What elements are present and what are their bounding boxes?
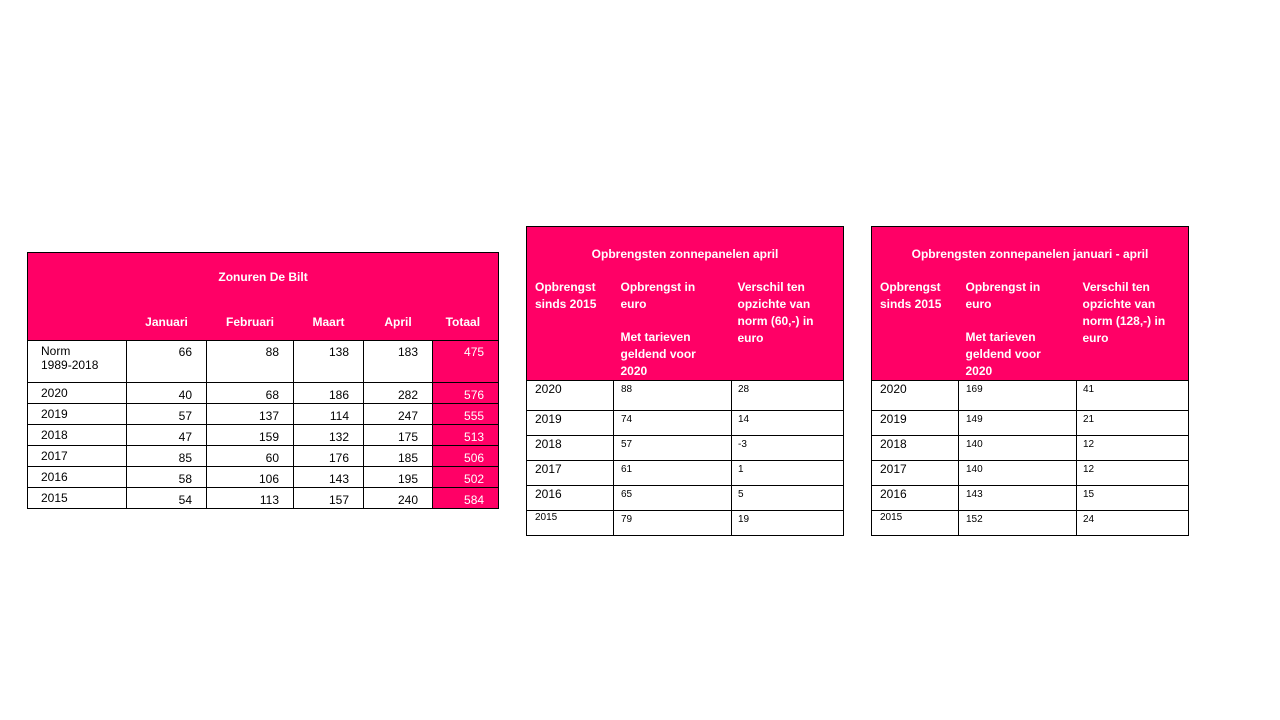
opbrengsten-april-table	[526, 226, 844, 536]
cell-value: 85	[127, 446, 207, 467]
table-row	[28, 488, 499, 509]
cell-value: 61	[614, 460, 732, 485]
row-label-year: 2019	[527, 410, 614, 435]
col-header-januari: Januari	[145, 315, 188, 330]
cell-value: 60	[207, 446, 294, 467]
cell-value: 157	[294, 488, 364, 509]
col-header-maart: Maart	[312, 315, 345, 330]
col-header-april: April	[384, 315, 412, 330]
table-row	[872, 485, 1189, 510]
table-row	[872, 380, 1189, 410]
cell-diff: 1	[732, 460, 844, 485]
row-label-year: 2020	[28, 383, 127, 404]
col-header-opbrengst-sinds: Opbrengst sinds 2015	[880, 279, 942, 311]
cell-value: 74	[614, 410, 732, 435]
table-row	[527, 510, 844, 535]
table-row	[527, 410, 844, 435]
table-row	[527, 435, 844, 460]
opbrengsten-jan-apr-table	[871, 226, 1189, 536]
row-label-year: 2016	[872, 485, 959, 510]
cell-value: 140	[959, 435, 1077, 460]
row-label-year: 2018	[527, 435, 614, 460]
col-header-opbrengst-euro: Opbrengst in euro Met tarieven geldend voor 2020	[620, 279, 696, 378]
cell-total: 475	[433, 341, 499, 383]
row-label-year: 2020	[872, 380, 959, 410]
cell-diff: 21	[1077, 410, 1189, 435]
cell-value: 57	[614, 435, 732, 460]
cell-value: 140	[959, 460, 1077, 485]
cell-total: 555	[433, 404, 499, 425]
col-header-verschil: Verschil ten opzichte van norm (60,-) in euro	[737, 279, 814, 345]
cell-value: 79	[614, 510, 732, 535]
row-label-norm: Norm 1989-2018	[28, 341, 127, 383]
cell-value: 57	[127, 404, 207, 425]
table-row	[527, 460, 844, 485]
cell-value: 66	[127, 341, 207, 383]
cell-diff: 5	[732, 485, 844, 510]
table-row	[28, 467, 499, 488]
cell-diff: 24	[1077, 510, 1189, 535]
table-row	[872, 460, 1189, 485]
cell-value: 169	[959, 380, 1077, 410]
zonuren-corner-header	[28, 299, 127, 341]
row-label-year: 2016	[28, 467, 127, 488]
cell-value: 54	[127, 488, 207, 509]
cell-value: 247	[364, 404, 433, 425]
table-row	[872, 510, 1189, 535]
col-header-opbrengst-euro: Opbrengst in euro Met tarieven geldend voor 2020	[965, 279, 1041, 378]
row-label-year: 2016	[527, 485, 614, 510]
cell-value: 88	[614, 380, 732, 410]
cell-value: 106	[207, 467, 294, 488]
cell-diff: 19	[732, 510, 844, 535]
cell-diff: 41	[1077, 380, 1189, 410]
opbrengsten-april-title: Opbrengsten zonnepanelen april	[591, 246, 779, 261]
cell-value: 40	[127, 383, 207, 404]
table-row	[28, 383, 499, 404]
table-row	[527, 485, 844, 510]
cell-total: 584	[433, 488, 499, 509]
cell-diff: 28	[732, 380, 844, 410]
row-label-year: 2017	[28, 446, 127, 467]
cell-value: 68	[207, 383, 294, 404]
cell-diff: 15	[1077, 485, 1189, 510]
col-header-verschil: Verschil ten opzichte van norm (128,-) in euro	[1082, 279, 1166, 345]
cell-value: 143	[959, 485, 1077, 510]
cell-value: 132	[294, 425, 364, 446]
cell-value: 65	[614, 485, 732, 510]
table-row-norm	[28, 341, 499, 383]
cell-value: 176	[294, 446, 364, 467]
cell-value: 143	[294, 467, 364, 488]
cell-total: 576	[433, 383, 499, 404]
cell-value: 240	[364, 488, 433, 509]
cell-diff: -3	[732, 435, 844, 460]
cell-value: 149	[959, 410, 1077, 435]
row-label-year: 2019	[28, 404, 127, 425]
table-row	[872, 410, 1189, 435]
col-header-opbrengst-sinds: Opbrengst sinds 2015	[535, 279, 597, 311]
col-header-februari: Februari	[225, 315, 274, 330]
zonuren-table	[27, 252, 499, 509]
cell-value: 152	[959, 510, 1077, 535]
col-header-totaal: Totaal	[445, 315, 481, 330]
row-label-year: 2018	[872, 435, 959, 460]
row-label-year: 2018	[28, 425, 127, 446]
cell-value: 183	[364, 341, 433, 383]
row-label-year: 2017	[527, 460, 614, 485]
cell-diff: 12	[1077, 435, 1189, 460]
table-row	[28, 404, 499, 425]
cell-value: 175	[364, 425, 433, 446]
row-label-year: 2019	[872, 410, 959, 435]
cell-value: 113	[207, 488, 294, 509]
row-label-year: 2015	[28, 488, 127, 509]
cell-value: 159	[207, 425, 294, 446]
cell-value: 47	[127, 425, 207, 446]
cell-value: 195	[364, 467, 433, 488]
row-label-year: 2015	[872, 510, 959, 535]
row-label-year: 2020	[527, 380, 614, 410]
cell-total: 513	[433, 425, 499, 446]
row-label-year: 2015	[527, 510, 614, 535]
opbrengsten-jan-apr-title: Opbrengsten zonnepanelen januari - april	[911, 246, 1149, 261]
cell-value: 185	[364, 446, 433, 467]
row-label-year: 2017	[872, 460, 959, 485]
cell-value: 137	[207, 404, 294, 425]
cell-diff: 12	[1077, 460, 1189, 485]
table-row	[527, 380, 844, 410]
cell-total: 506	[433, 446, 499, 467]
cell-value: 58	[127, 467, 207, 488]
zonuren-title: Zonuren De Bilt	[218, 269, 308, 284]
cell-value: 138	[294, 341, 364, 383]
cell-diff: 14	[732, 410, 844, 435]
table-row	[872, 435, 1189, 460]
table-row	[28, 425, 499, 446]
cell-total: 502	[433, 467, 499, 488]
cell-value: 186	[294, 383, 364, 404]
cell-value: 114	[294, 404, 364, 425]
cell-value: 282	[364, 383, 433, 404]
table-row	[28, 446, 499, 467]
cell-value: 88	[207, 341, 294, 383]
